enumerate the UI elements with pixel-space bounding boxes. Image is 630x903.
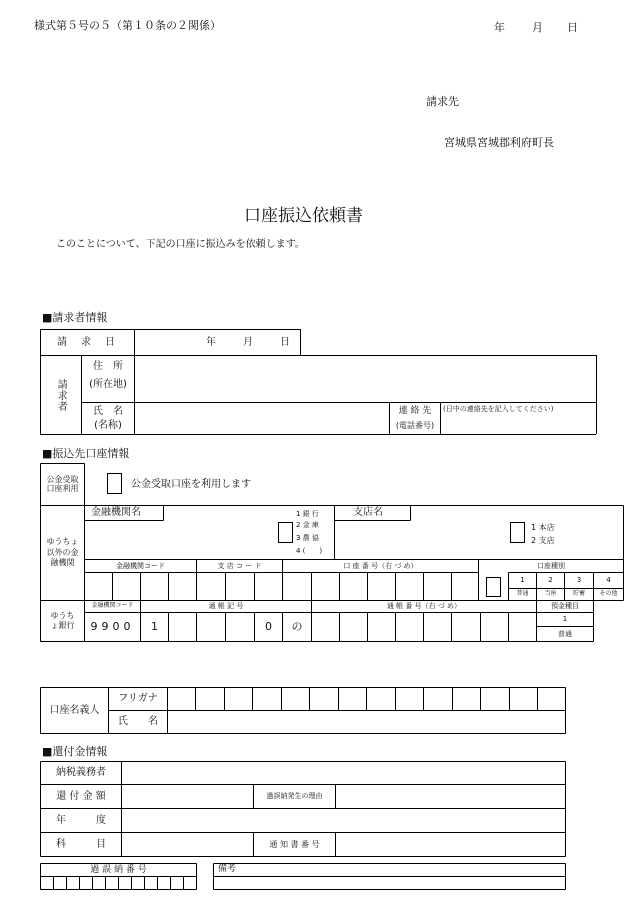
holder-name-field[interactable] bbox=[168, 711, 565, 733]
account-type-4-num: 4 bbox=[606, 576, 611, 585]
name-sub-label: (名称) bbox=[94, 419, 122, 431]
refund-amount-field[interactable] bbox=[122, 785, 253, 808]
branch-name-field[interactable] bbox=[335, 521, 505, 559]
branch-type-1: 1 本店 bbox=[531, 523, 555, 532]
reason-field[interactable] bbox=[336, 785, 565, 808]
contact-label: 連 絡 先 bbox=[398, 406, 432, 417]
intro-text: このことについて、下記の口座に振込みを依頼します。 bbox=[56, 239, 305, 250]
bank-type-4: 4 ( ) bbox=[296, 547, 323, 555]
document-title: 口座振込依頼書 bbox=[244, 206, 363, 226]
requester-side-label: 請求者 bbox=[55, 378, 67, 412]
public-account-text: 公金受取口座を利用します bbox=[131, 479, 251, 490]
address-sub-label: (所在地) bbox=[89, 379, 127, 391]
contact-note: (日中の連絡先を記入してください) bbox=[443, 405, 554, 413]
address-label: 住 所 bbox=[93, 361, 123, 373]
request-date-day: 日 bbox=[280, 337, 290, 348]
other-bank-side-label: ゆうちょ以外の金融機関 bbox=[46, 536, 79, 568]
overpayment-number-field[interactable] bbox=[41, 877, 196, 889]
account-type-1-name: 普通 bbox=[516, 590, 529, 598]
notice-number-field[interactable] bbox=[336, 833, 565, 856]
name-label: 氏 名 bbox=[93, 405, 123, 417]
remarks-label: 備考 bbox=[218, 864, 237, 874]
refund-section-heading: ■還付金情報 bbox=[42, 745, 108, 758]
passbook-symbol-label: 通 帳 記 号 bbox=[208, 602, 244, 611]
request-date-label: 請 求 日 bbox=[57, 336, 117, 348]
account-type-checkbox[interactable] bbox=[486, 577, 501, 597]
notice-number-label: 通 知 書 番 号 bbox=[269, 839, 320, 849]
header-month: 月 bbox=[532, 21, 543, 34]
bank-type-2: 2 金 庫 bbox=[296, 521, 319, 529]
bank-name-field[interactable] bbox=[85, 521, 275, 559]
taxpayer-label: 納税義務者 bbox=[56, 767, 106, 779]
name-field[interactable] bbox=[135, 403, 389, 434]
passbook-symbol-first: 1 bbox=[151, 619, 158, 633]
remarks-field[interactable] bbox=[214, 877, 565, 889]
branch-type-checkbox[interactable] bbox=[510, 522, 525, 543]
deposit-type-label: 預金種目 bbox=[551, 602, 579, 611]
yucho-side-label: ゆうちょ銀行 bbox=[50, 610, 75, 630]
request-date-month: 月 bbox=[243, 337, 253, 348]
public-account-checkbox[interactable] bbox=[107, 473, 122, 494]
account-type-label: 口座種別 bbox=[537, 561, 565, 570]
bank-type-3: 3 農 協 bbox=[296, 534, 319, 542]
account-type-2-num: 2 bbox=[548, 576, 553, 585]
branch-code-label: 支 店 コ ー ド bbox=[217, 561, 262, 570]
account-holder-label: 口座名義人 bbox=[49, 704, 100, 716]
no-character: の bbox=[291, 619, 303, 633]
account-type-4-name: その他 bbox=[599, 590, 618, 598]
fiscal-year-label: 年 度 bbox=[56, 814, 106, 826]
item-label: 科 目 bbox=[56, 838, 106, 850]
furigana-field[interactable] bbox=[168, 688, 565, 710]
fiscal-year-field[interactable] bbox=[122, 809, 565, 832]
requester-section-heading: ■請求者情報 bbox=[42, 311, 108, 324]
reason-label: 過誤納発生の理由 bbox=[266, 792, 323, 801]
contact-field[interactable] bbox=[441, 403, 596, 434]
passbook-symbol-last: 0 bbox=[265, 619, 272, 633]
deposit-num: 1 bbox=[562, 615, 568, 624]
furigana-label: フリガナ bbox=[118, 693, 158, 705]
holder-name-label: 氏 名 bbox=[118, 716, 158, 728]
account-type-3-num: 3 bbox=[576, 576, 582, 585]
taxpayer-field[interactable] bbox=[122, 762, 565, 784]
account-type-3-name: 貯蓄 bbox=[572, 590, 585, 598]
header-day: 日 bbox=[567, 21, 578, 34]
passbook-number-label: 通 帳 番 号（右 づ め） bbox=[386, 602, 462, 611]
request-to-label: 請求先 bbox=[426, 95, 459, 108]
header-year: 年 bbox=[494, 21, 505, 34]
request-date-field[interactable] bbox=[135, 330, 300, 355]
bank-name-label: 金融機関名 bbox=[91, 507, 141, 518]
public-account-side-label: 公金受取口座利用 bbox=[46, 474, 79, 493]
bank-type-1: 1 銀 行 bbox=[296, 510, 319, 518]
form-number: 様式第５号の５（第１０条の２関係） bbox=[34, 19, 221, 32]
branch-name-label: 支店名 bbox=[353, 507, 383, 518]
contact-sub-label: (電話番号) bbox=[395, 420, 435, 430]
request-date-year: 年 bbox=[206, 337, 216, 348]
item-field[interactable] bbox=[122, 833, 253, 856]
addressee: 宮城県宮城郡利府町長 bbox=[444, 136, 554, 149]
yucho-code-label: 金融機関コード bbox=[91, 602, 134, 610]
account-type-2-name: 当座 bbox=[544, 590, 557, 598]
bank-type-checkbox[interactable] bbox=[278, 522, 293, 543]
overpayment-number-label: 過 誤 納 番 号 bbox=[90, 864, 147, 875]
account-number-label: 口 座 番 号（右 づ め） bbox=[343, 561, 418, 570]
branch-type-2: 2 支店 bbox=[531, 536, 555, 545]
yucho-code-value: 9900 bbox=[90, 619, 135, 633]
account-type-1-num: 1 bbox=[520, 576, 525, 585]
account-section-heading: ■振込先口座情報 bbox=[42, 447, 130, 460]
refund-amount-label: 還 付 金 額 bbox=[56, 790, 106, 802]
bank-code-label: 金融機関コード bbox=[116, 561, 165, 570]
deposit-name: 普通 bbox=[558, 629, 572, 638]
address-field[interactable] bbox=[135, 356, 596, 402]
